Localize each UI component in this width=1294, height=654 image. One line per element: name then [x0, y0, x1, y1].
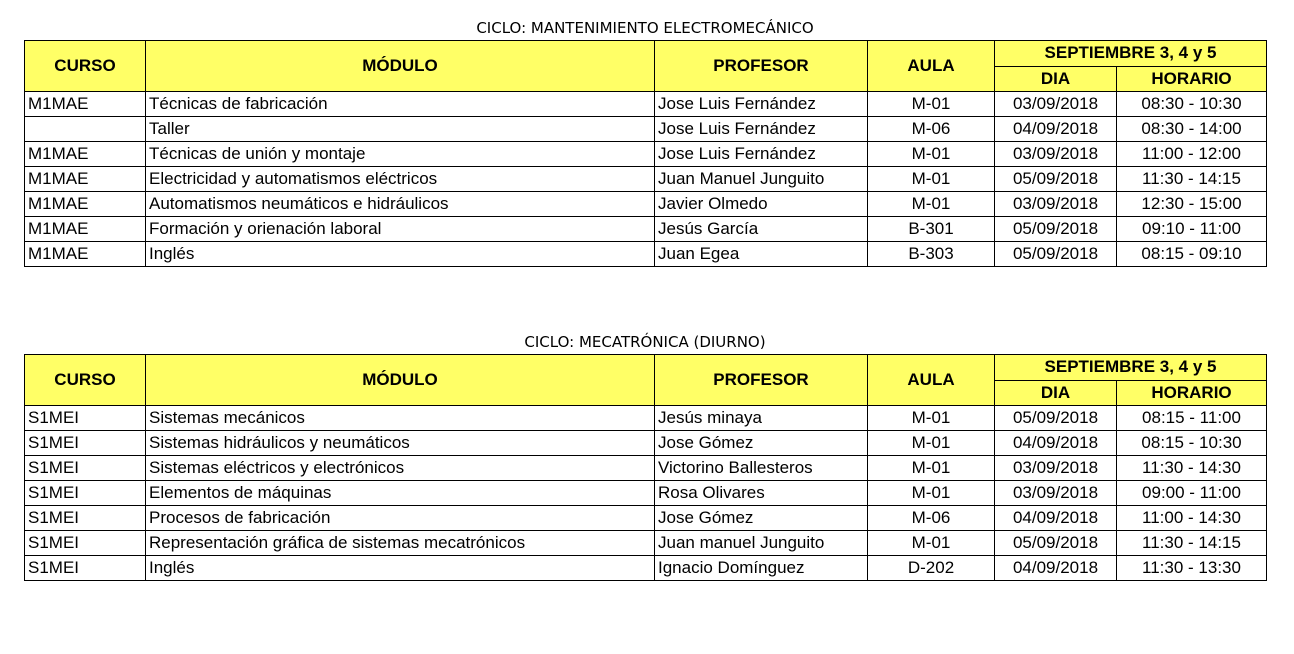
header-curso: CURSO: [25, 41, 146, 92]
curso-cell: S1MEI: [25, 481, 146, 506]
dia-cell: 03/09/2018: [995, 481, 1117, 506]
header-curso: CURSO: [25, 355, 146, 406]
table-row: [25, 406, 1267, 431]
header-horario: HORARIO: [1117, 66, 1267, 92]
aula-cell: B-303: [868, 242, 995, 267]
profesor-cell: Jesús minaya: [655, 406, 868, 431]
dia-cell: 05/09/2018: [995, 167, 1117, 192]
header-aula: AULA: [868, 41, 995, 92]
table-row: [25, 456, 1267, 481]
horario-cell: 11:30 - 14:15: [1117, 167, 1267, 192]
aula-cell: M-01: [868, 192, 995, 217]
curso-cell: S1MEI: [25, 531, 146, 556]
modulo-cell: Electricidad y automatismos eléctricos: [146, 167, 655, 192]
header-fechas: SEPTIEMBRE 3, 4 y 5: [995, 355, 1267, 381]
table-row: [25, 117, 1267, 142]
curso-cell: M1MAE: [25, 167, 146, 192]
horario-cell: 08:15 - 10:30: [1117, 431, 1267, 456]
aula-cell: M-01: [868, 92, 995, 117]
table-body: [25, 92, 1267, 267]
aula-cell: D-202: [868, 556, 995, 581]
modulo-cell: Taller: [146, 117, 655, 142]
modulo-cell: Representación gráfica de sistemas mecatrónicos: [146, 531, 655, 556]
profesor-cell: Juan Egea: [655, 242, 868, 267]
profesor-cell: Rosa Olivares: [655, 481, 868, 506]
horario-cell: 08:30 - 10:30: [1117, 92, 1267, 117]
schedule-table: [24, 40, 1267, 267]
curso-cell: S1MEI: [25, 431, 146, 456]
aula-cell: M-01: [868, 142, 995, 167]
dia-cell: 05/09/2018: [995, 242, 1117, 267]
table-row: [25, 142, 1267, 167]
dia-cell: 04/09/2018: [995, 506, 1117, 531]
horario-cell: 08:15 - 09:10: [1117, 242, 1267, 267]
curso-cell: S1MEI: [25, 506, 146, 531]
profesor-cell: Jose Luis Fernández: [655, 117, 868, 142]
curso-cell: M1MAE: [25, 192, 146, 217]
table-row: [25, 431, 1267, 456]
table-row: [25, 531, 1267, 556]
curso-cell: [25, 117, 146, 142]
profesor-cell: Juan Manuel Junguito: [655, 167, 868, 192]
horario-cell: 11:30 - 14:15: [1117, 531, 1267, 556]
profesor-cell: Juan manuel Junguito: [655, 531, 868, 556]
horario-cell: 11:00 - 14:30: [1117, 506, 1267, 531]
aula-cell: M-01: [868, 431, 995, 456]
modulo-cell: Elementos de máquinas: [146, 481, 655, 506]
profesor-cell: Ignacio Domínguez: [655, 556, 868, 581]
header-dia: DIA: [995, 66, 1117, 92]
curso-cell: M1MAE: [25, 92, 146, 117]
profesor-cell: Jesús García: [655, 217, 868, 242]
table-row: [25, 92, 1267, 117]
aula-cell: M-06: [868, 117, 995, 142]
aula-cell: M-01: [868, 406, 995, 431]
horario-cell: 09:10 - 11:00: [1117, 217, 1267, 242]
aula-cell: B-301: [868, 217, 995, 242]
dia-cell: 05/09/2018: [995, 531, 1117, 556]
modulo-cell: Sistemas hidráulicos y neumáticos: [146, 431, 655, 456]
header-profesor: PROFESOR: [655, 355, 868, 406]
profesor-cell: Javier Olmedo: [655, 192, 868, 217]
modulo-cell: Técnicas de unión y montaje: [146, 142, 655, 167]
table-row: [25, 556, 1267, 581]
curso-cell: S1MEI: [25, 556, 146, 581]
aula-cell: M-01: [868, 456, 995, 481]
header-profesor: PROFESOR: [655, 41, 868, 92]
table-row: [25, 481, 1267, 506]
horario-cell: 08:15 - 11:00: [1117, 406, 1267, 431]
cycle-title: CICLO: MANTENIMIENTO ELECTROMECÁNICO: [476, 19, 814, 37]
table-row: [25, 217, 1267, 242]
horario-cell: 11:30 - 14:30: [1117, 456, 1267, 481]
dia-cell: 05/09/2018: [995, 217, 1117, 242]
curso-cell: M1MAE: [25, 217, 146, 242]
dia-cell: 03/09/2018: [995, 92, 1117, 117]
profesor-cell: Jose Gómez: [655, 506, 868, 531]
profesor-cell: Victorino Ballesteros: [655, 456, 868, 481]
schedule-table: [24, 354, 1267, 581]
header-aula: AULA: [868, 355, 995, 406]
header-fechas: SEPTIEMBRE 3, 4 y 5: [995, 41, 1267, 67]
aula-cell: M-01: [868, 481, 995, 506]
table-row: [25, 167, 1267, 192]
dia-cell: 04/09/2018: [995, 117, 1117, 142]
dia-cell: 03/09/2018: [995, 456, 1117, 481]
dia-cell: 04/09/2018: [995, 431, 1117, 456]
modulo-cell: Sistemas eléctricos y electrónicos: [146, 456, 655, 481]
table-body: [25, 406, 1267, 581]
header-modulo: MÓDULO: [146, 41, 655, 92]
profesor-cell: Jose Luis Fernández: [655, 92, 868, 117]
modulo-cell: Inglés: [146, 556, 655, 581]
profesor-cell: Jose Gómez: [655, 431, 868, 456]
dia-cell: 04/09/2018: [995, 556, 1117, 581]
dia-cell: 05/09/2018: [995, 406, 1117, 431]
aula-cell: M-01: [868, 531, 995, 556]
dia-cell: 03/09/2018: [995, 142, 1117, 167]
curso-cell: M1MAE: [25, 142, 146, 167]
schedule-section-mecatronica: [24, 330, 1266, 581]
modulo-cell: Sistemas mecánicos: [146, 406, 655, 431]
aula-cell: M-06: [868, 506, 995, 531]
modulo-cell: Automatismos neumáticos e hidráulicos: [146, 192, 655, 217]
table-row: [25, 192, 1267, 217]
horario-cell: 09:00 - 11:00: [1117, 481, 1267, 506]
cycle-title: CICLO: MECATRÓNICA (DIURNO): [524, 333, 766, 351]
table-row: [25, 506, 1267, 531]
modulo-cell: Procesos de fabricación: [146, 506, 655, 531]
curso-cell: M1MAE: [25, 242, 146, 267]
curso-cell: S1MEI: [25, 406, 146, 431]
horario-cell: 08:30 - 14:00: [1117, 117, 1267, 142]
schedule-section-mantenimiento: [24, 16, 1266, 267]
dia-cell: 03/09/2018: [995, 192, 1117, 217]
modulo-cell: Inglés: [146, 242, 655, 267]
horario-cell: 11:30 - 13:30: [1117, 556, 1267, 581]
horario-cell: 12:30 - 15:00: [1117, 192, 1267, 217]
profesor-cell: Jose Luis Fernández: [655, 142, 868, 167]
header-horario: HORARIO: [1117, 380, 1267, 406]
header-modulo: MÓDULO: [146, 355, 655, 406]
table-row: [25, 242, 1267, 267]
curso-cell: S1MEI: [25, 456, 146, 481]
modulo-cell: Formación y orienación laboral: [146, 217, 655, 242]
modulo-cell: Técnicas de fabricación: [146, 92, 655, 117]
header-dia: DIA: [995, 380, 1117, 406]
horario-cell: 11:00 - 12:00: [1117, 142, 1267, 167]
aula-cell: M-01: [868, 167, 995, 192]
